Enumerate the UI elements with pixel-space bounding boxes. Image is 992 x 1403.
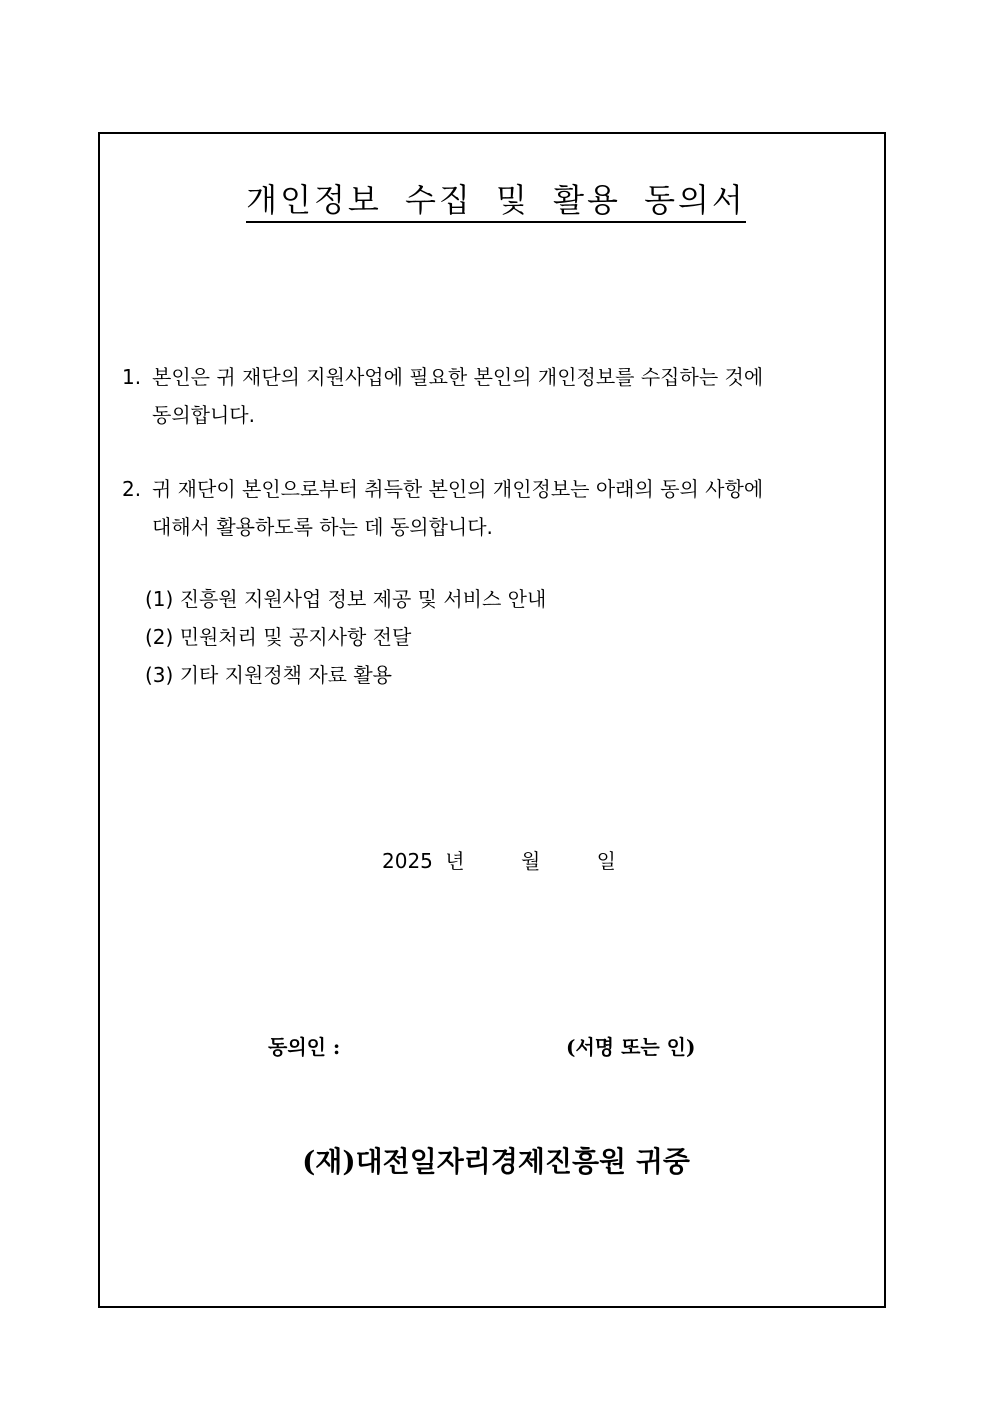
signer-label: 동의인 : [268, 1035, 341, 1059]
signature-note: (서명 또는 인) [566, 1035, 696, 1059]
date-month-unit: 월 [520, 849, 541, 873]
clause-1-line-2: 동의합니다. [152, 403, 255, 427]
date-day-unit: 일 [596, 849, 616, 873]
date-year: 2025 [382, 849, 433, 873]
clause-2-line-2: 대해서 활용하도록 하는 데 동의합니다. [152, 515, 493, 539]
clause-2-number: 2. [122, 477, 142, 501]
purpose-item-1: (1) 진흥원 지원사업 정보 제공 및 서비스 안내 [145, 587, 547, 611]
recipient: (재)대전일자리경제진흥원 귀중 [302, 1145, 690, 1178]
clause-2-line-1: 귀 재단이 본인으로부터 취득한 본인의 개인정보는 아래의 동의 사항에 [152, 477, 764, 501]
clause-1-text [152, 358, 763, 434]
date-year-unit: 년 [445, 849, 465, 873]
document-title-text: 개인정보 수집 및 활용 동의서 [246, 181, 746, 223]
clause-1-line-1: 본인은 귀 재단의 지원사업에 필요한 본인의 개인정보를 수집하는 것에 [152, 365, 764, 389]
document-title [0, 180, 992, 220]
clause-2-text [152, 470, 763, 546]
purpose-item-2: (2) 민원처리 및 공지사항 전달 [145, 625, 412, 649]
date-line [382, 842, 616, 880]
document-border [98, 132, 886, 1308]
purpose-item-3: (3) 기타 지원정책 자료 활용 [145, 663, 392, 687]
clause-1-number: 1. [122, 365, 142, 389]
clause-1 [122, 358, 862, 438]
clause-2 [122, 470, 862, 550]
